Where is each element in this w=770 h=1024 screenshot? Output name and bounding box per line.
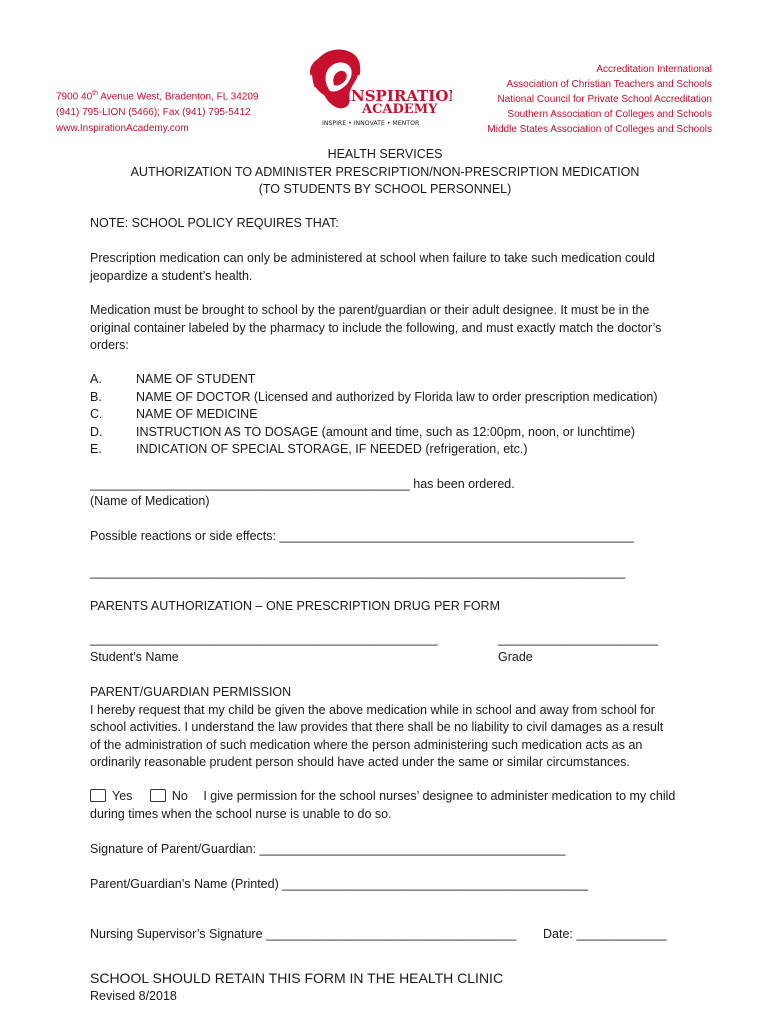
list-letters — [90, 371, 120, 459]
school-address — [56, 86, 258, 137]
permission-section — [90, 684, 690, 772]
nursing-supervisor-signature-field[interactable]: Nursing Supervisor’s Signature ____________________________________ — [90, 927, 517, 941]
svg-text:INSPIRE • INNOVATE • MENTOR: INSPIRE • INNOVATE • MENTOR — [322, 120, 420, 127]
accreditation-item: Southern Association of Colleges and Schools — [507, 109, 712, 120]
yes-label: Yes — [112, 789, 133, 803]
title-line-2: AUTHORIZATION TO ADMINISTER PRESCRIPTION/NON-PRESCRIPTION MEDICATION — [130, 164, 640, 179]
accreditation-item: Middle States Association of Colleges and Schools — [487, 124, 712, 135]
revision-date: Revised 8/2018 — [90, 989, 177, 1003]
permission-line: ordinarily reasonable prudent person should have acted under the same or similar circumstances. — [90, 755, 630, 769]
list-item: NAME OF MEDICINE — [136, 407, 258, 421]
student-name-field[interactable]: __________________________________________________ — [90, 632, 438, 646]
designee-text-continued: during times when the school nurse is unable to do so. — [90, 806, 392, 821]
designee-permission — [90, 788, 690, 823]
title-line-3: (TO STUDENTS BY SCHOOL PERSONNEL) — [258, 182, 512, 196]
list-item: INDICATION OF SPECIAL STORAGE, IF NEEDED (refrigeration, etc.) — [136, 442, 528, 456]
inspiration-academy-logo — [302, 45, 452, 127]
grade-label: Grade — [498, 650, 533, 664]
permission-line: I hereby request that my child be given the above medication while in school and away from school for — [90, 702, 655, 717]
medication-name-field[interactable]: ______________________________________________ has been ordered. — [90, 477, 515, 491]
list-letter: B. — [90, 389, 102, 404]
paragraph-line: Medication must be brought to school by the parent/guardian or their adult designee. It must be in the — [90, 303, 650, 317]
address-line-1: 7900 40th Avenue West, Bradenton, FL 34209 — [56, 90, 259, 103]
list-item: INSTRUCTION AS TO DOSAGE (amount and time, such as 12:00pm, noon, or lunchtime) — [136, 424, 636, 439]
paragraph-line: Prescription medication can only be administered at school when failure to take such medication could — [90, 251, 655, 265]
checkbox-icon[interactable] — [150, 789, 166, 802]
list-item: NAME OF STUDENT — [136, 372, 256, 386]
permission-line: of the administration of such medication where the person administering such medication acts as an — [90, 737, 643, 752]
lion-icon — [302, 45, 452, 127]
list-item: NAME OF DOCTOR (Licensed and authorized by Florida law to order prescription medication) — [136, 389, 658, 404]
accreditation-item: National Council for Private School Accreditation — [497, 94, 712, 105]
no-checkbox[interactable] — [150, 789, 188, 803]
website-link[interactable]: www.InspirationAcademy.com — [56, 123, 189, 135]
accreditation-list — [452, 62, 712, 137]
paragraph-prescription — [90, 250, 690, 285]
medication-name-caption: (Name of Medication) — [90, 494, 210, 508]
policy-note: NOTE: SCHOOL POLICY REQUIRES THAT: — [90, 216, 339, 230]
svg-text:ACADEMY: ACADEMY — [362, 102, 438, 117]
phone-line: (941) 795-LION (5466); Fax (941) 795-5412 — [56, 107, 251, 119]
designee-text: I give permission for the school nurses’ designee to administer medication to my child — [203, 789, 676, 803]
paragraph-line: original container labeled by the pharmacy to include the following, and must exactly match the doctor’s — [90, 320, 662, 335]
list-letter: E. — [90, 442, 102, 456]
parent-signature-field[interactable]: Signature of Parent/Guardian: ____________________________________________ — [90, 842, 566, 856]
accreditation-item: Accreditation International — [596, 64, 712, 75]
permission-line: school activities. I understand the law provides that there shall be no liability to civil damages as a result — [90, 720, 664, 734]
checkbox-icon[interactable] — [90, 789, 106, 802]
title-line-1: HEALTH SERVICES — [327, 147, 443, 161]
list-items — [136, 371, 696, 459]
retain-form-note: SCHOOL SHOULD RETAIN THIS FORM IN THE HEALTH CLINIC — [90, 970, 504, 986]
no-label: No — [171, 789, 188, 803]
accreditation-item: Association of Christian Teachers and Schools — [506, 79, 712, 90]
permission-heading: PARENT/GUARDIAN PERMISSION — [90, 685, 292, 699]
paragraph-medication — [90, 302, 690, 355]
list-letter: C. — [90, 407, 103, 421]
paragraph-line: jeopardize a student’s health. — [90, 268, 253, 283]
yes-checkbox[interactable] — [90, 789, 132, 803]
svg-text:INSPIRATION: INSPIRATION — [344, 87, 452, 105]
side-effects-field[interactable]: Possible reactions or side effects: ___________________________________________________ — [90, 529, 634, 543]
side-effects-continuation-field[interactable]: _____________________________________________________________________________ — [90, 565, 626, 579]
list-letter: A. — [90, 372, 102, 386]
parent-printed-name-field[interactable]: Parent/Guardian’s Name (Printed) ____________________________________________ — [90, 877, 589, 891]
parents-authorization-heading: PARENTS AUTHORIZATION – ONE PRESCRIPTION DRUG PER FORM — [90, 599, 500, 613]
list-letter: D. — [90, 424, 103, 439]
form-title — [0, 146, 770, 199]
date-field[interactable]: Date: _____________ — [543, 927, 667, 941]
student-name-label: Student’s Name — [90, 650, 179, 664]
paragraph-line: orders: — [90, 338, 129, 352]
grade-field[interactable]: _______________________ — [498, 632, 658, 646]
